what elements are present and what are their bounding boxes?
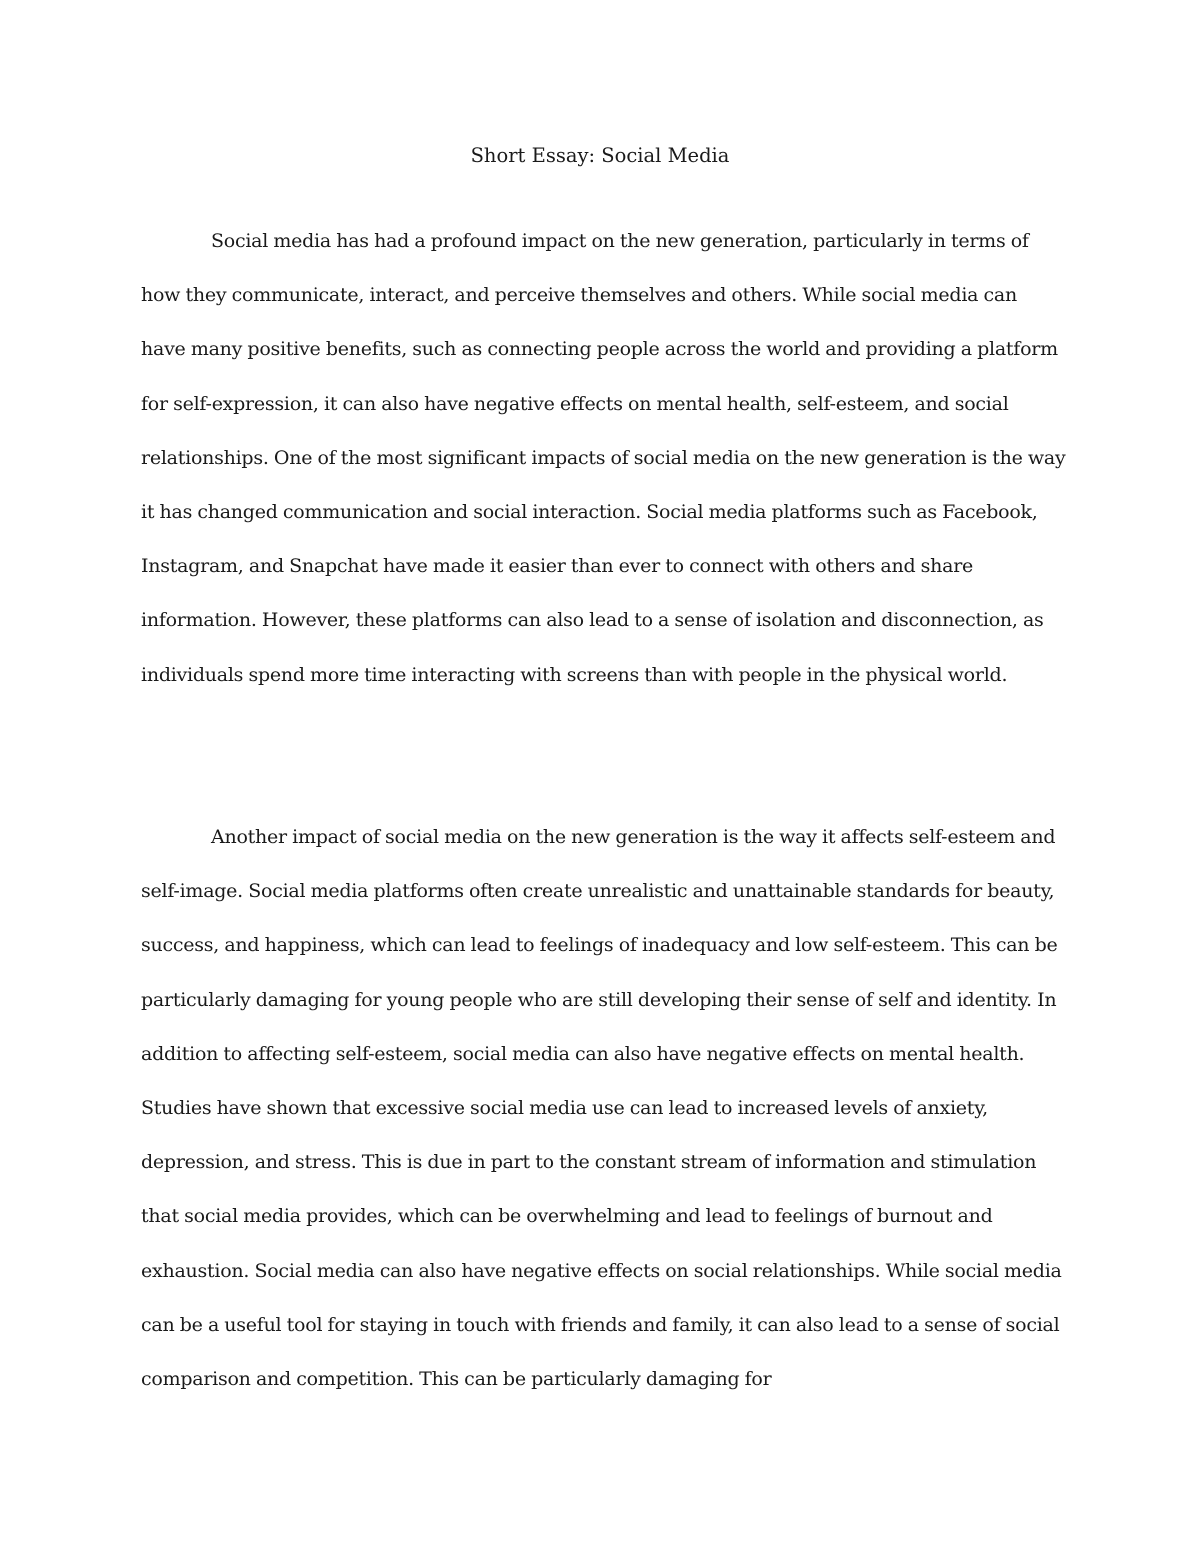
essay-paragraph-2: Another impact of social media on the new generation is the way it affects self-esteem and self-image. Social media platforms often create unrealistic and unattainable standards for beauty, success, and happiness, which can lead to feelings of inadequacy and low self-esteem. This can be particularly damaging for young people who are still developing their sense of self and identity. In addition to affecting self-esteem, social media can also have negative effects on mental health. Studies have shown that excessive social media use can lead to increased levels of anxiety, depression, and stress. This is due in part to the constant stream of information and stimulation that social media provides, which can be overwhelming and lead to feelings of burnout and exhaustion. Social media can also have negative effects on social relationships. While social media can be a useful tool for staying in touch with friends and family, it can also lead to a sense of social comparison and competition. This can be particularly damaging for (141, 826, 1062, 1391)
essay-title: Short Essay: Social Media (470, 144, 730, 167)
essay-paragraph-1: Social media has had a profound impact on the new generation, particularly in terms of how they communicate, interact, and perceive themselves and others. While social media can have many positive benefits, such as connecting people across the world and providing a platform for self-expression, it can also have negative effects on mental health, self-esteem, and social relationships. One of the most significant impacts of social media on the new generation is the way it has changed communication and social interaction. Social media platforms such as Facebook, Instagram, and Snapchat have made it easier than ever to connect with others and share information. However, these platforms can also lead to a sense of isolation and disconnection, as individuals spend more time interacting with screens than with people in the physical world. (141, 230, 1066, 686)
